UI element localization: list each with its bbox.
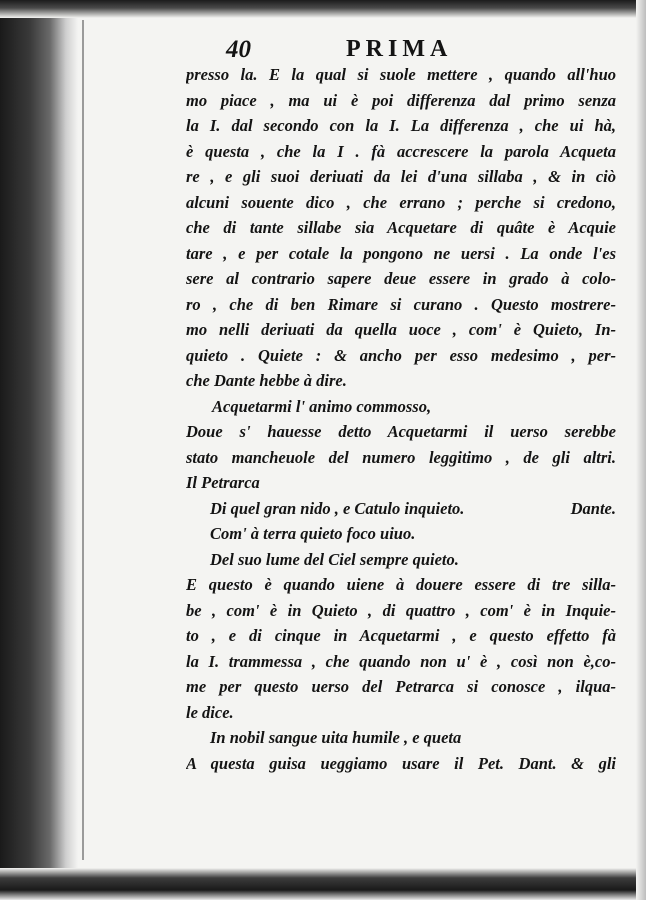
text-line: re , e gli suoi deriuati da lei d'una sillaba , & in ciò bbox=[186, 167, 616, 186]
author-attribution: Dante. bbox=[570, 498, 616, 518]
text-line: to , e di cinque in Acquetarmi , e questo effetto fà bbox=[186, 626, 616, 645]
text-line: che di tante sillabe sia Acquetare di quâte è Acquie bbox=[186, 218, 616, 237]
text-line: Il Petrarca bbox=[186, 473, 260, 492]
text-line: mo nelli deriuati da quella uoce , com' è Quieto, In- bbox=[186, 320, 616, 339]
text-line: la I. dal secondo con la I. La differenza , che ui hà, bbox=[186, 116, 616, 135]
text-line: tare , e per cotale la pongono ne uersi . La onde l'es bbox=[186, 243, 616, 263]
page-number: 40 bbox=[226, 36, 251, 63]
scan-bottom-edge bbox=[0, 868, 646, 900]
text-line: presso la. E la qual si suole mettere , quando all'huo bbox=[186, 65, 616, 84]
text-line: alcuni souente dico , che errano ; perche si credono, bbox=[186, 192, 616, 212]
quoted-verse: Di quel gran nido , e Catulo inquieto. bbox=[210, 498, 465, 518]
text-line: quieto . Quiete : & ancho per esso medesimo , per- bbox=[186, 345, 616, 365]
scan-left-edge bbox=[0, 0, 78, 900]
text-line: le dice. bbox=[186, 702, 234, 722]
page-gutter-line bbox=[82, 20, 84, 860]
text-line: A questa guisa ueggiamo usare il Pet. Dant. & gli bbox=[186, 753, 616, 773]
scan-right-edge bbox=[636, 0, 646, 900]
text-line: E questo è quando uiene à douere essere di tre silla- bbox=[186, 575, 616, 594]
text-line: me per questo uerso del Petrarca si conosce , ilqua- bbox=[186, 677, 616, 696]
quoted-verse: Acquetarmi l' animo commosso, bbox=[212, 396, 432, 416]
text-line: ro , che di ben Rimare si curano . Questo mostrere- bbox=[186, 294, 616, 314]
scan-top-edge bbox=[0, 0, 646, 18]
text-line: sere al contrario sapere deue essere in grado à colo- bbox=[186, 269, 616, 288]
text-line: è questa , che la I . fà accrescere la parola Acqueta bbox=[186, 141, 616, 161]
text-line: stato mancheuole del numero leggitimo , de gli altri. bbox=[186, 447, 616, 467]
text-line: mo piace , ma ui è poi differenza dal primo senza bbox=[186, 90, 616, 110]
quoted-verse: Com' à terra quieto foco uiuo. bbox=[210, 524, 416, 543]
running-head: PRIMA bbox=[346, 36, 453, 62]
text-line: che Dante hebbe à dire. bbox=[186, 371, 347, 390]
quoted-verse: In nobil sangue uita humile , e queta bbox=[210, 728, 462, 747]
text-line: la I. trammessa , che quando non u' è , così non è,co- bbox=[186, 651, 616, 671]
quoted-verse: Del suo lume del Ciel sempre quieto. bbox=[210, 549, 459, 569]
body-text bbox=[186, 62, 616, 776]
text-line: be , com' è in Quieto , di quattro , com' è in Inquie- bbox=[186, 600, 616, 620]
quoted-verse-row bbox=[186, 496, 616, 522]
text-line: Doue s' hauesse detto Acquetarmi il uerso serebbe bbox=[186, 422, 616, 441]
